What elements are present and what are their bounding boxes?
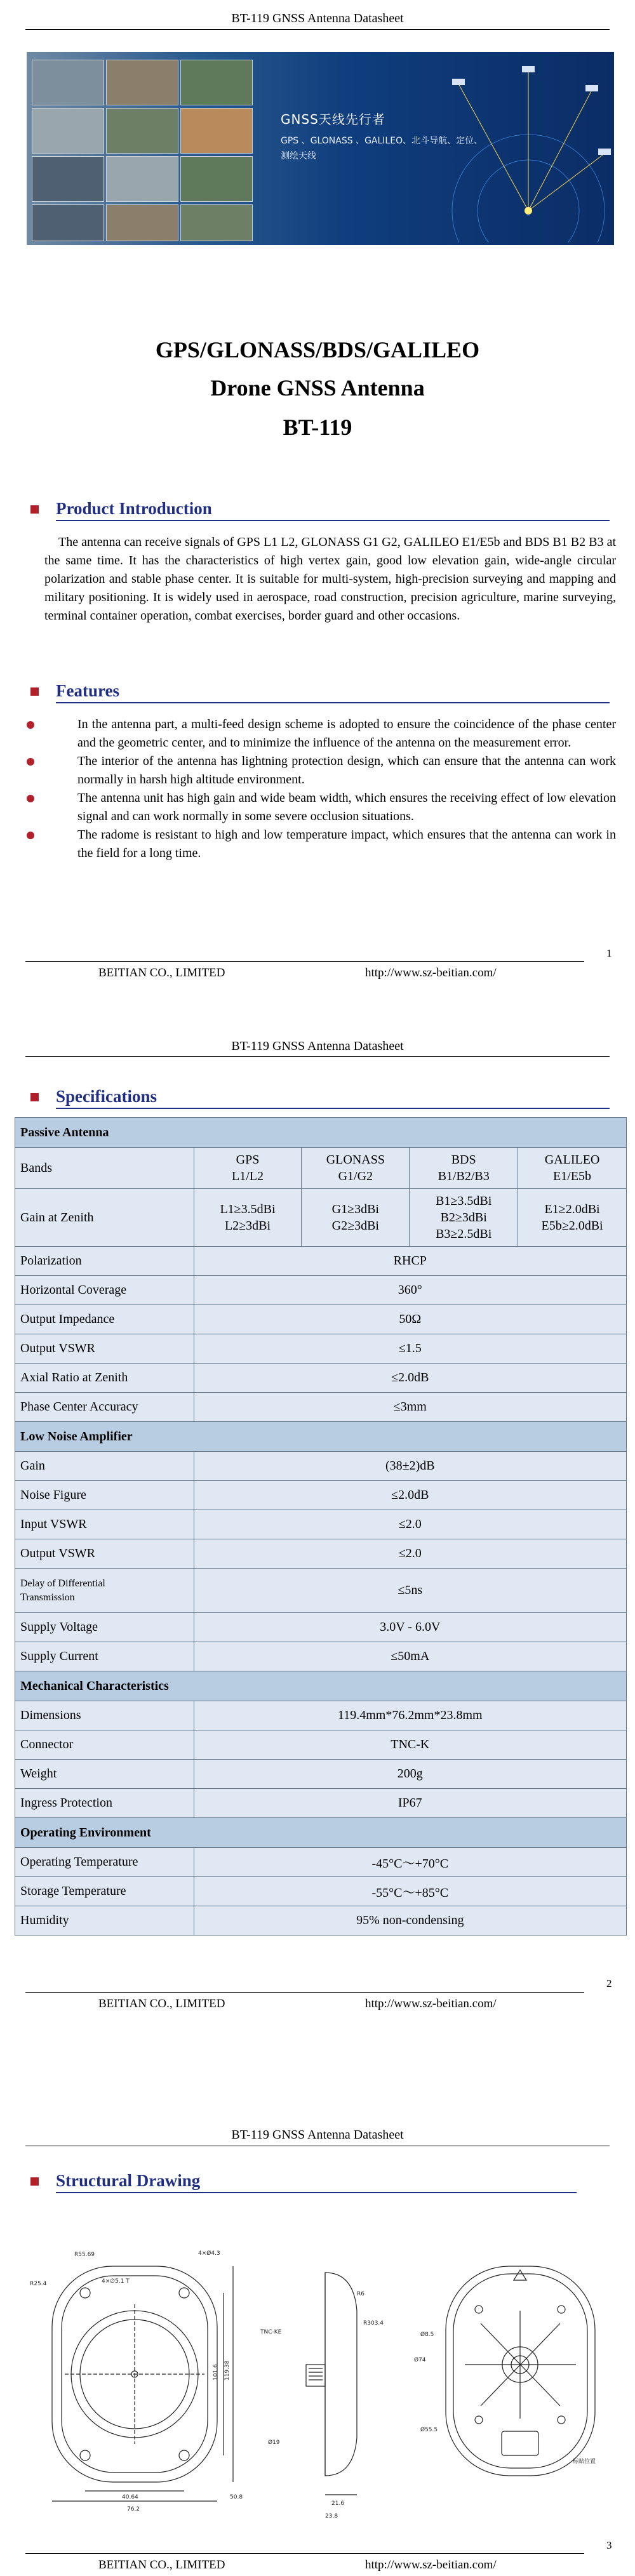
footer-url-link[interactable]: http://www.sz-beitian.com/ (365, 966, 497, 979)
footer-company: BEITIAN CO., LIMITED (98, 2558, 225, 2572)
spec-value: TNC-K (194, 1730, 626, 1760)
dim-label: TNC-KE (260, 2329, 282, 2335)
spec-value: ≤2.0 (194, 1539, 626, 1569)
dim-label: Ø55.5 (420, 2427, 438, 2433)
banner-photo-truck (106, 156, 178, 202)
spec-value: ≤5ns (194, 1569, 626, 1613)
spec-value: IP67 (194, 1789, 626, 1818)
feature-text: The radome is resistant to high and low temperature impact, which ensures that the antenna can work in the field for a long time. (77, 828, 616, 860)
footer-rule (25, 2553, 584, 2554)
spec-value: 360° (194, 1276, 626, 1305)
band-glonass: GLONASS G1/G2 (302, 1148, 410, 1189)
banner-photo-aircraft (106, 60, 178, 105)
bottom-view (446, 2266, 595, 2476)
band-galileo: GALILEO E1/E5b (518, 1148, 627, 1189)
spec-value: ≤1.5 (194, 1334, 626, 1364)
feature-item (77, 752, 616, 789)
section-bullet-square (30, 1093, 39, 1101)
section-heading: Product Introduction (56, 499, 212, 518)
spec-label: Dimensions (15, 1701, 194, 1730)
banner-subtitle: GPS 、GLONASS 、GALILEO、北斗导航、定位、测绘天线 (281, 136, 483, 161)
page-number: 1 (606, 947, 612, 959)
feature-text: The interior of the antenna has lightning protection design, which can ensure that the antenna can work normally in harsh high altitude environment. (77, 754, 616, 787)
spec-value: 50Ω (194, 1305, 626, 1334)
bullet-dot-icon (27, 832, 34, 839)
bullet-dot-icon (27, 758, 34, 766)
banner-photo-ship (180, 60, 253, 105)
spec-label: Input VSWR (15, 1510, 194, 1539)
banner-photo-submarine (32, 204, 104, 241)
feature-text: The antenna unit has high gain and wide beam width, which ensures the receiving effect of low elevation signal and can work normally in some severe occlusion situations. (77, 791, 616, 823)
gain-glonass: G1≥3dBi G2≥3dBi (302, 1189, 410, 1247)
section-bullet-square (30, 2177, 39, 2186)
top-view (52, 2266, 233, 2501)
header-rule (25, 1056, 610, 1057)
section-heading: Specifications (56, 1087, 157, 1106)
spec-label-delay: Delay of Differential Transmission (15, 1569, 194, 1613)
dim-label: 76.2 (127, 2506, 140, 2513)
product-title-line1: GPS/GLONASS/BDS/GALILEO (155, 337, 480, 362)
page-header: BT-119 GNSS Antenna Datasheet (231, 1039, 404, 1053)
dim-label: R303.4 (363, 2320, 384, 2327)
section-underline (56, 2192, 577, 2193)
banner-photo-tank (106, 108, 178, 154)
footer-company: BEITIAN CO., LIMITED (98, 966, 225, 979)
spec-label: Weight (15, 1760, 194, 1789)
gain-gps: L1≥3.5dBi L2≥3dBi (194, 1189, 302, 1247)
bullet-dot-icon (27, 795, 34, 802)
structural-drawing (27, 2234, 616, 2533)
section-heading: Features (56, 681, 119, 700)
spec-label: Humidity (15, 1906, 194, 1935)
footer-company: BEITIAN CO., LIMITED (98, 1997, 225, 2010)
spec-value: ≤3mm (194, 1393, 626, 1422)
page-number: 3 (606, 2539, 612, 2551)
banner-photo-missile (32, 156, 104, 202)
header-rule (25, 29, 610, 30)
footer-url-link[interactable]: http://www.sz-beitian.com/ (365, 2558, 497, 2572)
section-bullet-square (30, 687, 39, 696)
spec-label: Axial Ratio at Zenith (15, 1364, 194, 1393)
dim-label: 21.6 (331, 2500, 345, 2507)
spec-label: Output VSWR (15, 1539, 194, 1569)
banner-photo-launcher (106, 204, 178, 241)
section-product-introduction (25, 499, 610, 521)
spec-label: Polarization (15, 1247, 194, 1276)
dim-label: 4×∅5.1 T (102, 2278, 130, 2285)
product-banner (27, 52, 614, 245)
dim-label: 23.8 (325, 2513, 338, 2520)
spec-value: (38±2)dB (194, 1452, 626, 1481)
section-bullet-square (30, 505, 39, 514)
gain-galileo: E1≥2.0dBi E5b≥2.0dBi (518, 1189, 627, 1247)
spec-label: Gain (15, 1452, 194, 1481)
intro-paragraph: The antenna can receive signals of GPS L1 L2, GLONASS G1 G2, GALILEO E1/E5b and BDS B1 B2 B3 at the same time. It has the characteristics of high vertex gain, good low elevation gain, wide-angle circular polarization and stable phase center. It is suitable for multi-system, high-precision surveying and mapping and military positioning. It is widely used in aerospace, road construction, precision agriculture, marine surveying, terminal container operation, combat exercises, border guard and other occasions. (44, 535, 616, 623)
spec-label: Output Impedance (15, 1305, 194, 1334)
section-specifications (25, 1087, 610, 1108)
group-low-noise-amplifier: Low Noise Amplifier (15, 1422, 627, 1452)
page-header: BT-119 GNSS Antenna Datasheet (231, 11, 404, 25)
spec-label: Noise Figure (15, 1481, 194, 1510)
specifications-table (15, 1117, 627, 1935)
dim-label: Ø74 (414, 2357, 426, 2363)
spec-label: Gain at Zenith (15, 1189, 194, 1247)
product-title-line2: Drone GNSS Antenna (210, 375, 425, 401)
banner-photo-camp (180, 204, 253, 241)
banner-photo-satellite (32, 60, 104, 105)
banner-photo-jet (32, 108, 104, 154)
banner-photo-soldier (180, 156, 253, 202)
spec-label: Connector (15, 1730, 194, 1760)
spec-value: 95% non-condensing (194, 1906, 626, 1935)
dim-label: Ø8.5 (420, 2332, 434, 2338)
feature-item (77, 826, 616, 863)
feature-text: In the antenna part, a multi-feed design scheme is adopted to ensure the coincidence of the phase center and the geometric center, and to minimize the influence of the antenna on the measurement error. (77, 717, 616, 750)
dim-label: Ø19 (268, 2440, 280, 2446)
section-features (25, 681, 610, 703)
spec-value: 119.4mm*76.2mm*23.8mm (194, 1701, 626, 1730)
banner-title: GNSS天线先行者 (281, 112, 385, 127)
bullet-dot-icon (27, 721, 34, 729)
dim-label: R25.4 (30, 2281, 47, 2287)
features-list (77, 715, 616, 863)
spec-value: ≤2.0dB (194, 1364, 626, 1393)
banner-photo-microphone (180, 108, 253, 154)
spec-label: Storage Temperature (15, 1877, 194, 1906)
spec-label: Phase Center Accuracy (15, 1393, 194, 1422)
spec-value: 200g (194, 1760, 626, 1789)
spec-value: ≤50mA (194, 1642, 626, 1671)
spec-label: Output VSWR (15, 1334, 194, 1364)
feature-item (77, 789, 616, 826)
dim-label: 50.8 (230, 2494, 243, 2500)
dim-label: 4×Ø4.3 (198, 2250, 220, 2257)
footer-rule (25, 1992, 584, 1993)
group-operating-environment: Operating Environment (15, 1818, 627, 1848)
dim-label: 101.6 (213, 2364, 219, 2380)
page-number: 2 (606, 1977, 612, 1989)
spec-label: Horizontal Coverage (15, 1276, 194, 1305)
group-mechanical: Mechanical Characteristics (15, 1671, 627, 1701)
spec-label: Supply Current (15, 1642, 194, 1671)
spec-label: Bands (15, 1148, 194, 1189)
spec-label: Operating Temperature (15, 1848, 194, 1877)
dim-label: 标贴位置 (573, 2459, 596, 2465)
footer-rule (25, 961, 584, 962)
spec-value: ≤2.0dB (194, 1481, 626, 1510)
footer-url-link[interactable]: http://www.sz-beitian.com/ (365, 1997, 497, 2010)
spec-label: Ingress Protection (15, 1789, 194, 1818)
spec-value: 3.0V - 6.0V (194, 1613, 626, 1642)
section-underline (56, 1108, 610, 1109)
dim-label: R55.69 (74, 2252, 95, 2258)
section-heading: Structural Drawing (56, 2171, 201, 2190)
band-bds: BDS B1/B2/B3 (410, 1148, 518, 1189)
spec-value: ≤2.0 (194, 1510, 626, 1539)
section-underline (56, 702, 610, 703)
group-passive-antenna: Passive Antenna (15, 1118, 627, 1148)
section-structural-drawing (25, 2171, 610, 2193)
spec-label: Supply Voltage (15, 1613, 194, 1642)
product-title-model: BT-119 (283, 415, 352, 440)
spec-value: RHCP (194, 1247, 626, 1276)
spec-value: -45°C～+70°C (194, 1848, 626, 1877)
feature-item (77, 715, 616, 752)
dim-label: 119.38 (224, 2360, 231, 2380)
band-gps: GPS L1/L2 (194, 1148, 302, 1189)
dim-label: 40.64 (122, 2494, 138, 2500)
page-header: BT-119 GNSS Antenna Datasheet (231, 2128, 404, 2142)
section-underline (56, 520, 610, 521)
side-view (306, 2273, 357, 2495)
dim-label: R6 (357, 2291, 364, 2297)
spec-value: -55°C～+85°C (194, 1877, 626, 1906)
gain-bds: B1≥3.5dBi B2≥3dBi B3≥2.5dBi (410, 1189, 518, 1247)
